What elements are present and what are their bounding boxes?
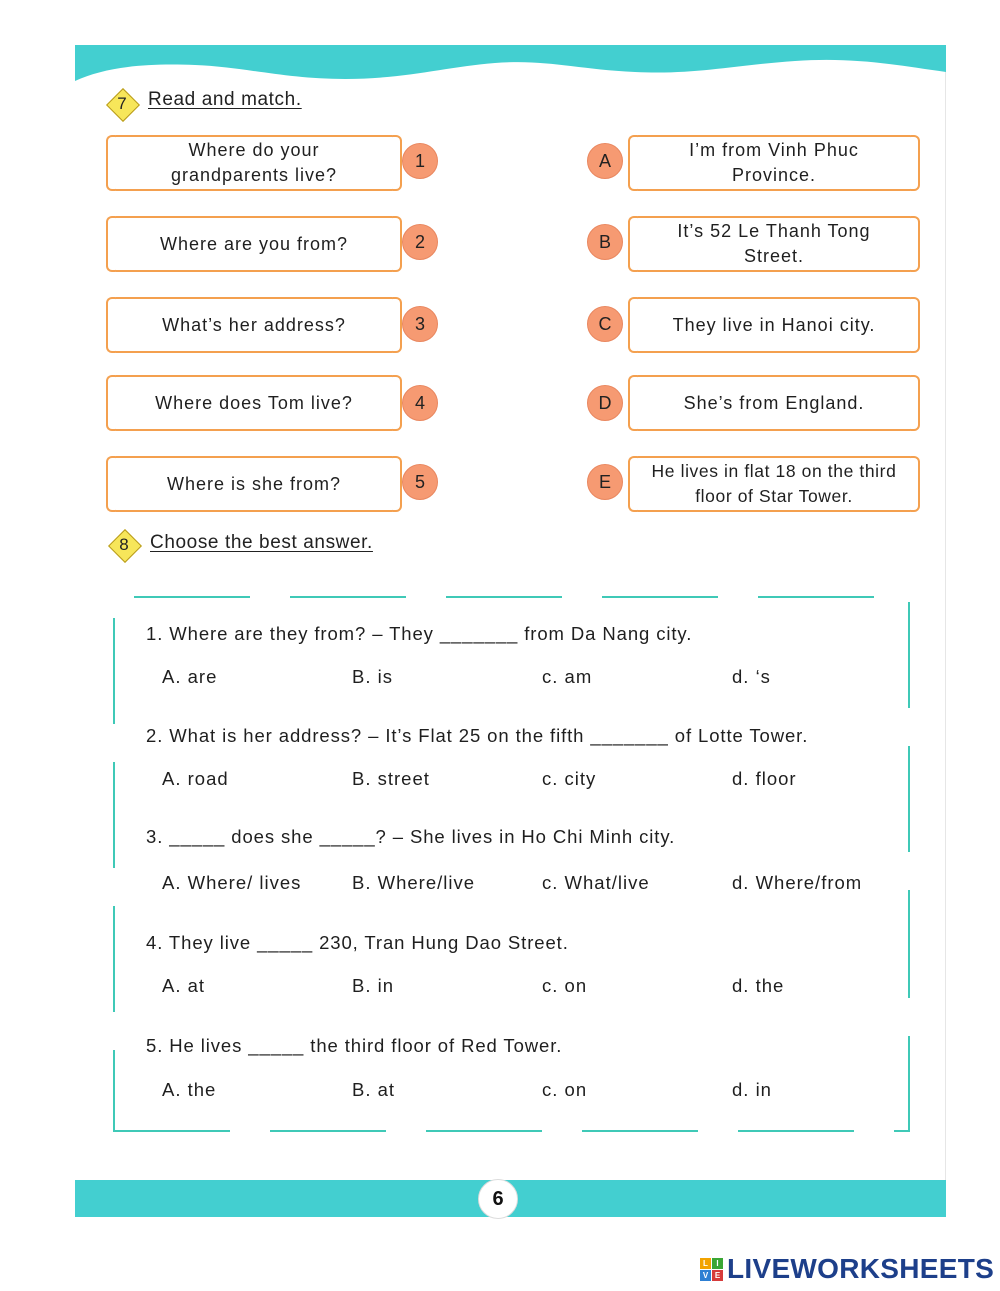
question-2: 2. What is her address? – It’s Flat 25 on the fifth _______ of Lotte Tower. [146, 725, 809, 746]
option-5c[interactable]: c. on [542, 1079, 588, 1100]
option-2b[interactable]: B. street [352, 768, 430, 789]
brand-name: LIVEWORKSHEETS [727, 1253, 995, 1284]
match-number-1[interactable]: 1 [402, 143, 438, 179]
answer-box-C: They live in Hanoi city. [634, 297, 914, 353]
match-number-2[interactable]: 2 [402, 224, 438, 260]
match-letter-E[interactable]: E [587, 464, 623, 500]
match-letter-D[interactable]: D [587, 385, 623, 421]
section-7-badge: 7 [106, 88, 138, 120]
frame-segment [908, 746, 910, 852]
option-3b[interactable]: B. Where/live [352, 872, 476, 893]
option-3a[interactable]: A. Where/ lives [162, 872, 302, 893]
liveworksheets-logo [700, 1253, 994, 1285]
header-wave [75, 45, 946, 90]
page-number: 6 [478, 1179, 518, 1219]
option-2d[interactable]: d. floor [732, 768, 797, 789]
option-3d[interactable]: d. Where/from [732, 872, 863, 893]
frame-segment [114, 1130, 230, 1132]
frame-segment [426, 1130, 542, 1132]
frame-segment [134, 596, 250, 598]
option-1b[interactable]: B. is [352, 666, 393, 687]
match-number-4[interactable]: 4 [402, 385, 438, 421]
frame-segment [446, 596, 562, 598]
option-5b[interactable]: B. at [352, 1079, 396, 1100]
frame-segment [113, 1050, 115, 1132]
answer-box-A: I’m from Vinh Phuc Province. [634, 135, 914, 191]
match-letter-B[interactable]: B [587, 224, 623, 260]
option-4c[interactable]: c. on [542, 975, 588, 996]
option-2a[interactable]: A. road [162, 768, 229, 789]
match-number-3[interactable]: 3 [402, 306, 438, 342]
option-2c[interactable]: c. city [542, 768, 597, 789]
section-8-instruction: Choose the best answer. [150, 532, 373, 553]
frame-segment [602, 596, 718, 598]
section-8-badge: 8 [108, 529, 140, 561]
question-box-1: Where do your grandparents live? [112, 135, 396, 191]
question-box-2: Where are you from? [112, 216, 396, 272]
option-1a[interactable]: A. are [162, 666, 218, 687]
question-5: 5. He lives _____ the third floor of Red Tower. [146, 1035, 563, 1056]
question-4: 4. They live _____ 230, Tran Hung Dao Street. [146, 932, 569, 953]
option-1d[interactable]: d. ‘s [732, 666, 771, 687]
option-4a[interactable]: A. at [162, 975, 206, 996]
frame-segment [738, 1130, 854, 1132]
frame-segment [908, 602, 910, 708]
question-box-3: What’s her address? [112, 297, 396, 353]
match-number-5[interactable]: 5 [402, 464, 438, 500]
section-7-instruction: Read and match. [148, 89, 302, 110]
question-3: 3. _____ does she _____? – She lives in Ho Chi Minh city. [146, 826, 676, 847]
frame-segment [290, 596, 406, 598]
logo-icon: L I V E [700, 1258, 723, 1281]
frame-segment [582, 1130, 698, 1132]
question-box-4: Where does Tom live? [112, 375, 396, 431]
question-1: 1. Where are they from? – They _______ from Da Nang city. [146, 623, 693, 644]
option-5a[interactable]: A. the [162, 1079, 217, 1100]
frame-segment [113, 762, 115, 868]
option-4b[interactable]: B. in [352, 975, 395, 996]
question-box-5: Where is she from? [112, 456, 396, 512]
frame-segment [758, 596, 874, 598]
frame-segment [113, 906, 115, 1012]
frame-segment [270, 1130, 386, 1132]
option-3c[interactable]: c. What/live [542, 872, 650, 893]
frame-segment [908, 890, 910, 998]
option-4d[interactable]: d. the [732, 975, 785, 996]
frame-segment [113, 618, 115, 724]
frame-segment [908, 1036, 910, 1132]
answer-box-E: He lives in flat 18 on the third floor of Star Tower. [634, 456, 914, 512]
option-1c[interactable]: c. am [542, 666, 593, 687]
answer-box-B: It’s 52 Le Thanh Tong Street. [634, 216, 914, 272]
answer-box-D: She’s from England. [634, 375, 914, 431]
match-letter-A[interactable]: A [587, 143, 623, 179]
option-5d[interactable]: d. in [732, 1079, 772, 1100]
match-letter-C[interactable]: C [587, 306, 623, 342]
